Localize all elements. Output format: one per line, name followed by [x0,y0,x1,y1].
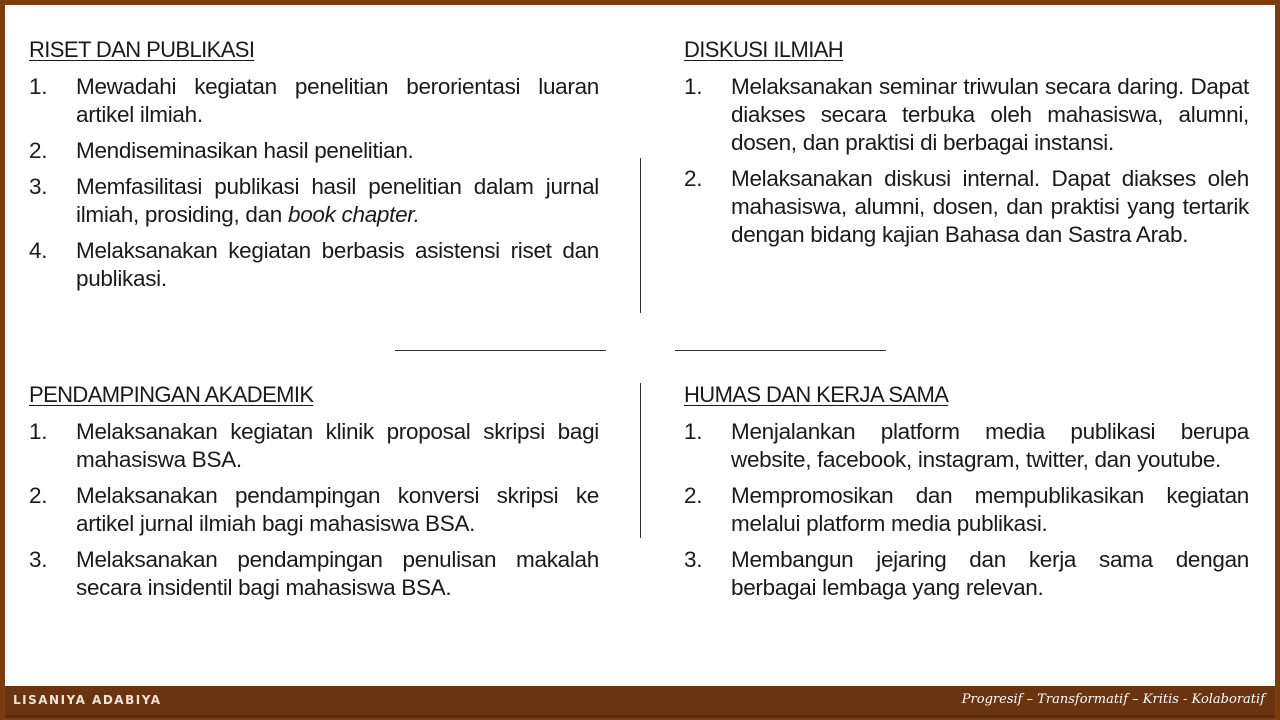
item-text-italic: book chapter. [287,202,420,227]
section-humas-kerja-sama [684,382,1249,610]
section-title-diskusi: DISKUSI ILMIAH [684,37,844,62]
section-title-riset: RISET DAN PUBLIKASI [29,37,255,62]
item-text: Melaksanakan pendampingan penulisan makalah secara insidentil bagi mahasiswa BSA. [76,547,599,600]
section-pendampingan-akademik [29,382,599,610]
list-item [684,546,1249,602]
item-text: Membangun jejaring dan kerja sama dengan berbagai lembaga yang relevan. [731,547,1249,600]
item-number: 1. [29,74,48,99]
item-text: Mempromosikan dan mempublikasikan kegiatan melalui platform media publikasi. [731,483,1249,536]
footer-inner [5,686,1275,718]
list-item [29,173,599,229]
item-number: 2. [29,483,48,508]
list-item [684,482,1249,538]
vertical-divider-top [640,158,641,313]
section-riset-publikasi [29,37,599,301]
list-item [29,237,599,293]
section-title-humas: HUMAS DAN KERJA SAMA [684,382,949,407]
list-item [29,546,599,602]
item-number: 1. [29,419,48,444]
list-item [684,165,1249,249]
footer-bar [0,686,1280,720]
item-text: Melaksanakan diskusi internal. Dapat diakses oleh mahasiswa, alumni, dosen, dan praktisi yang tertarik dengan bidang kajian Bahasa dan Sastra Arab. [731,166,1249,247]
list-riset [29,73,599,293]
item-number: 2. [684,166,703,191]
item-text: Mewadahi kegiatan penelitian berorientasi luaran artikel ilmiah. [76,74,599,127]
item-text: Memfasilitasi publikasi hasil penelitian dalam jurnal ilmiah, prosiding, dan [76,174,599,227]
item-text: Melaksanakan kegiatan berbasis asistensi riset dan publikasi. [76,238,599,291]
item-number: 3. [29,547,48,572]
item-number: 1. [684,419,703,444]
list-pendampingan [29,418,599,602]
item-text: Mendiseminasikan hasil penelitian. [76,138,414,163]
item-text: Melaksanakan kegiatan klinik proposal skripsi bagi mahasiswa BSA. [76,419,599,472]
item-number: 3. [29,174,48,199]
horizontal-divider-left [395,350,606,351]
item-number: 1. [684,74,703,99]
section-diskusi-ilmiah [684,37,1249,257]
list-item [684,418,1249,474]
list-item [29,418,599,474]
list-item [29,482,599,538]
list-humas [684,418,1249,602]
item-text-wrapper [76,173,599,229]
list-item [29,73,599,129]
item-number: 3. [684,547,703,572]
item-number: 2. [29,138,48,163]
footer-tagline: Progresif – Transformatif – Kritis - Kolaboratif [961,692,1265,707]
item-number: 4. [29,238,48,263]
item-number: 2. [684,483,703,508]
list-item [29,137,599,165]
section-title-pendampingan: PENDAMPINGAN AKADEMIK [29,382,314,407]
brand-logo-text: LISANIYA ADABIYA [13,693,162,707]
item-text: Melaksanakan pendampingan konversi skripsi ke artikel jurnal ilmiah bagi mahasiswa BSA. [76,483,599,536]
item-text: Menjalankan platform media publikasi berupa website, facebook, instagram, twitter, dan youtube. [731,419,1249,472]
list-diskusi [684,73,1249,249]
horizontal-divider-right [675,350,886,351]
vertical-divider-bottom [640,383,641,538]
item-text: Melaksanakan seminar triwulan secara daring. Dapat diakses secara terbuka oleh mahasiswa, alumni, dosen, dan praktisi di berbagai instansi. [731,74,1249,155]
list-item [684,73,1249,157]
